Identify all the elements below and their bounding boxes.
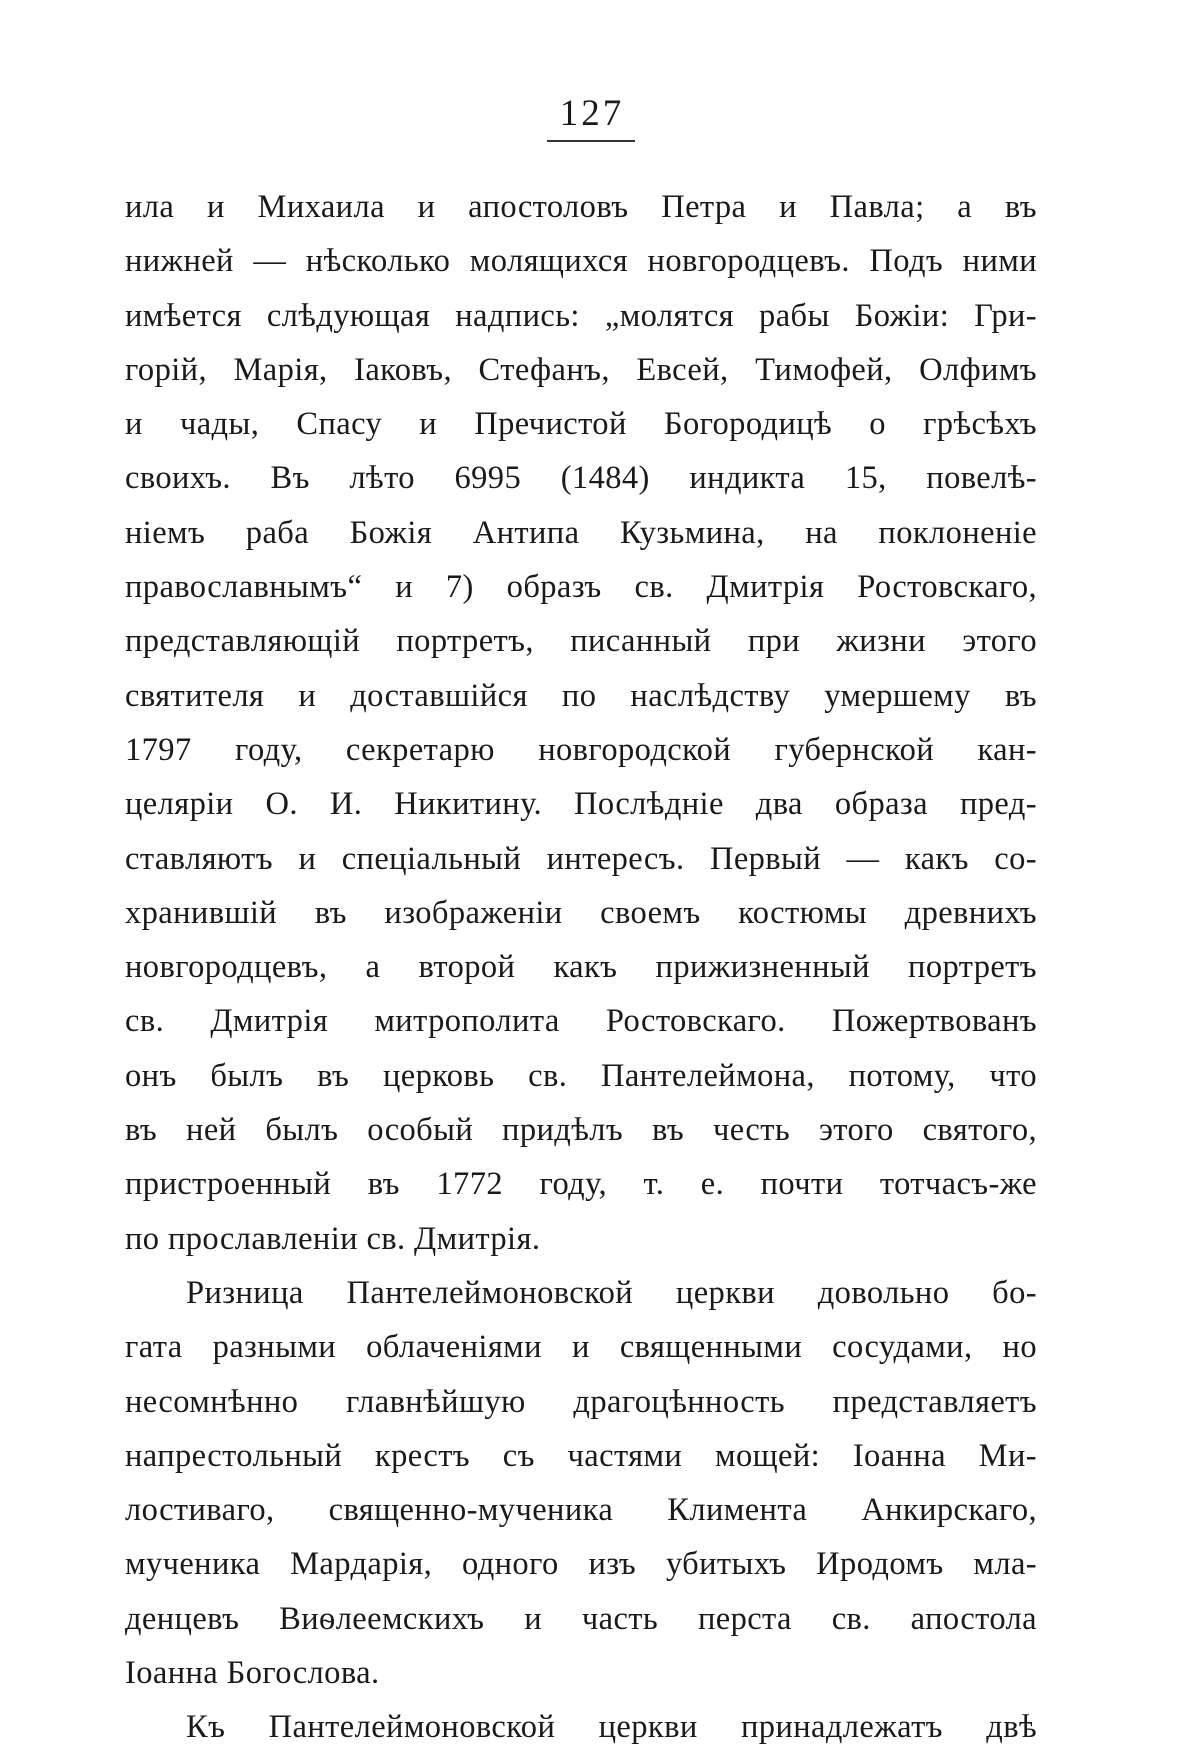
text-line: онъ былъ въ церковь св. Пантелеймона, потому, что (125, 1057, 1037, 1094)
text-line: православнымъ“ и 7) образъ св. Дмитрія Ростовскаго, (125, 569, 1037, 606)
text-line: целяріи О. И. Никитину. Послѣдніе два образа пред- (125, 786, 1037, 823)
text-line: св. Дмитрія митрополита Ростовскаго. Пожертвованъ (125, 1003, 1037, 1040)
text-line: ила и Михаила и апостоловъ Петра и Павла; а въ (125, 189, 1037, 225)
text-line: гата разными облаченіями и священными сосудами, но (125, 1329, 1037, 1366)
text-line: 1797 году, секретарю новгородской губернской кан- (125, 731, 1037, 768)
text-line: денцевъ Виѳлеемскихъ и часть перста св. апостола (125, 1600, 1037, 1637)
paragraph-2 (125, 1266, 1037, 1700)
text-line: имѣется слѣдующая надпись: „молятся рабы Божіи: Гри- (125, 297, 1037, 334)
text-line: мученика Мардарія, одного изъ убитыхъ Иродомъ мла- (125, 1546, 1037, 1583)
body-text (125, 180, 1037, 1755)
text-line: своихъ. Въ лѣто 6995 (1484) индикта 15, повелѣ- (125, 460, 1037, 497)
text-line: новгородцевъ, а второй какъ прижизненный портретъ (125, 949, 1037, 986)
text-line: по прославленіи св. Дмитрія. (125, 1220, 541, 1257)
text-line: Іоанна Богослова. (125, 1655, 380, 1692)
text-line: хранившій въ изображеніи своемъ костюмы древнихъ (125, 894, 1037, 931)
text-line: горій, Марія, Іаковъ, Стефанъ, Евсей, Тимофей, Олфимъ (125, 351, 1037, 388)
text-line: и чады, Спасу и Пречистой Богородицѣ о грѣсѣхъ (125, 406, 1037, 443)
text-line: нижней — нѣсколько молящихся новгородцевъ. Подъ ними (125, 243, 1037, 280)
text-line: лостиваго, священно-мученика Климента Анкирскаго, (125, 1492, 1037, 1529)
text-line: ніемъ раба Божія Антипа Кузьмина, на поклоненіе (125, 514, 1037, 551)
text-line: пристроенный въ 1772 году, т. е. почти тотчасъ-же (125, 1166, 1037, 1203)
text-line: Ризница Пантелеймоновской церкви довольно бо- (186, 1274, 1037, 1311)
paragraph-1 (125, 180, 1037, 1266)
text-line: несомнѣнно главнѣйшую драгоцѣнность представляетъ (125, 1383, 1037, 1420)
paragraph-3 (125, 1700, 1037, 1754)
text-line: ставляютъ и спеціальный интересъ. Первый — какъ со- (125, 840, 1037, 877)
text-line: святителя и доставшійся по наслѣдству умершему въ (125, 677, 1037, 714)
text-line: въ ней былъ особый придѣлъ въ честь этого святого, (125, 1112, 1037, 1149)
page-header (0, 92, 1184, 136)
header-rule (547, 140, 635, 142)
text-line: Къ Пантелеймоновской церкви принадлежатъ двѣ (186, 1709, 1037, 1746)
text-line: представляющій портретъ, писанный при жизни этого (125, 623, 1037, 660)
page-number: 127 (559, 93, 625, 134)
text-line: напрестольный крестъ съ частями мощей: Іоанна Ми- (125, 1437, 1037, 1474)
